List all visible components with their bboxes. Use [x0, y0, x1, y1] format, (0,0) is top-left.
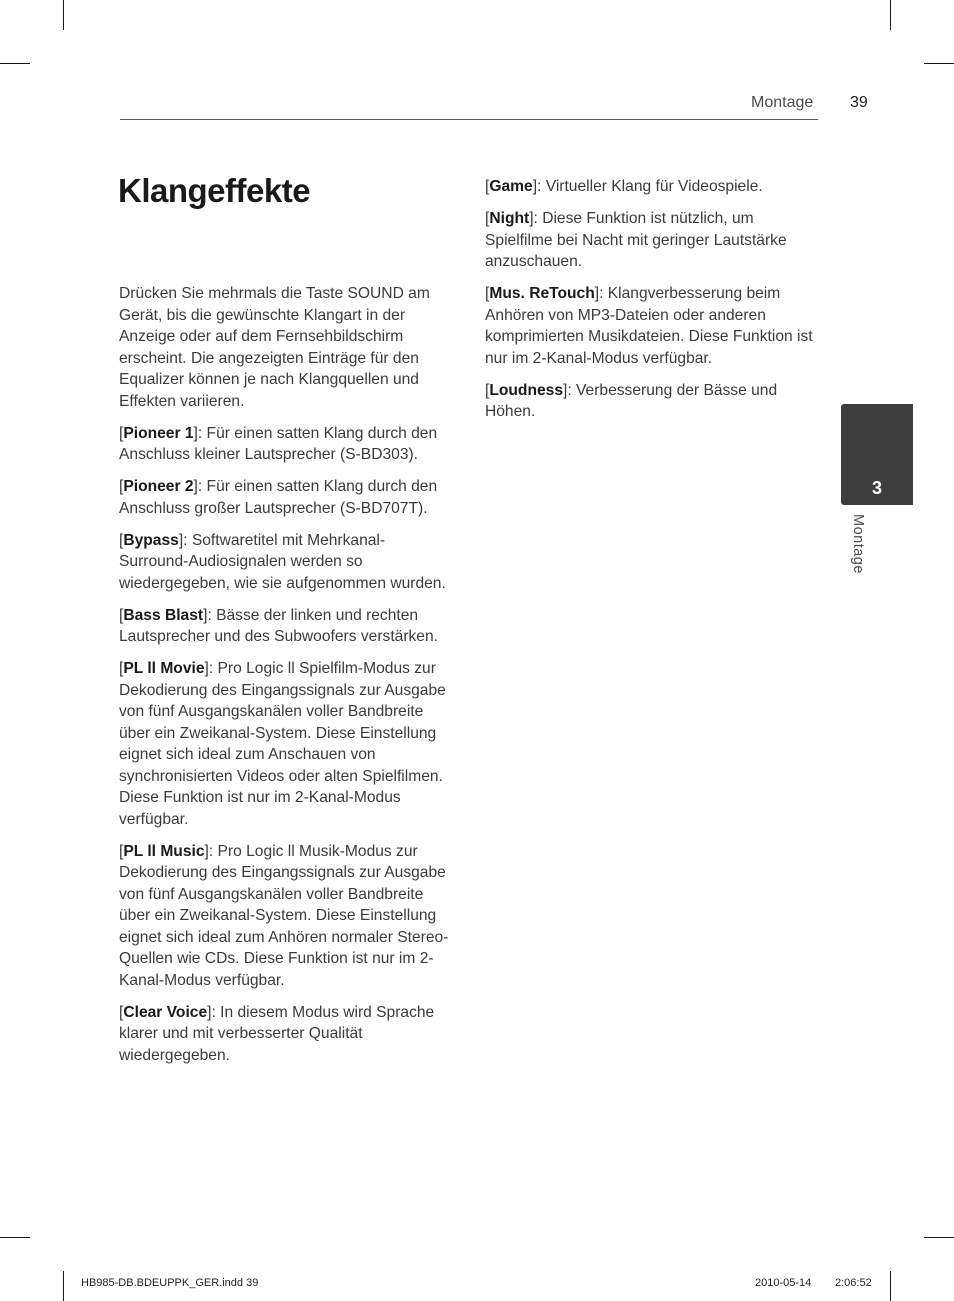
- sound-mode-name: PL ll Movie: [123, 660, 205, 677]
- crop-mark-top-left: [63, 0, 64, 30]
- sound-mode-description: : Pro Logic ll Musik-Modus zur Dekodierung des Eingangssignals zur Ausgabe von fünf Ausgangskanälen voller Bandbreite über ein Zweikanal-System. Diese Einstellung eignet sich ideal zum Anhören normaler Stereo-Quellen wie CDs. Diese Funktion ist nur im 2-Kanal-Modus verfügbar.: [119, 842, 449, 989]
- crop-mark-top-left: [0, 63, 30, 64]
- right-item-list: [485, 176, 820, 423]
- sound-mode-description: : Softwaretitel mit Mehrkanal-Surround-Audiosignalen werden so wiedergegeben, wie sie aufgenommen wurden.: [119, 531, 446, 592]
- sound-mode-item: [Mus. ReTouch]: Klangverbesserung beim Anhören von MP3-Dateien oder anderen komprimierten Musikdateien. Diese Funktion ist nur im 2-Kanal-Modus verfügbar.: [485, 285, 813, 367]
- sound-mode-name: Loudness: [489, 381, 563, 399]
- left-item-list: [119, 423, 454, 1067]
- sound-mode-name: Bass Blast: [123, 606, 204, 624]
- sound-mode-description: : Virtueller Klang für Videospiele.: [537, 178, 763, 195]
- sound-mode-description: : Pro Logic ll Spielfilm-Modus zur Dekodierung des Eingangssignals zur Ausgabe von fünf Ausgangskanälen voller Bandbreite über ein Zweikanal-System. Diese Einstellung eignet sich ideal zum Anschauen von synchronisierten Videos oder alten Spielfilmen. Diese Funktion ist nur im 2-Kanal-Modus verfügbar.: [119, 660, 446, 828]
- running-header-section: Montage: [751, 94, 814, 111]
- intro-paragraph: Drücken Sie mehrmals die Taste SOUND am Gerät, bis die gewünschte Klangart in der Anzeige oder auf dem Fernsehbildschirm erscheint. Die angezeigten Einträge für den Equalizer können je nach Klangquellen und Effekten variieren.: [119, 285, 430, 410]
- sound-mode-name: Clear Voice: [123, 1003, 208, 1021]
- crop-mark-bottom-left: [63, 1271, 64, 1301]
- chapter-number: 3: [871, 478, 882, 498]
- sound-mode-name: Bypass: [123, 531, 179, 549]
- sound-mode-name: Mus. ReTouch: [489, 285, 595, 302]
- sound-mode-description: : Verbesserung der Bässe und Höhen.: [485, 381, 778, 420]
- sound-mode-item: [Pioneer 2]: Für einen satten Klang durch den Anschluss großer Lautsprecher (S-BD707T).: [119, 478, 438, 517]
- sound-mode-name: Pioneer 2: [123, 478, 194, 495]
- sound-mode-item: [Night]: Diese Funktion ist nützlich, um Spielfilme bei Nacht mit geringer Lautstärke anzuschauen.: [485, 210, 787, 270]
- footer-time: 2:06:52: [835, 1277, 872, 1289]
- header-rule: [120, 119, 818, 120]
- sound-mode-description: : In diesem Modus wird Sprache klarer und mit verbesserter Qualität wiedergegeben.: [119, 1003, 435, 1064]
- crop-mark-bottom-left: [0, 1237, 30, 1238]
- footer-file-name: HB985-DB.BDEUPPK_GER.indd 39: [81, 1277, 259, 1289]
- sound-mode-description: : Für einen satten Klang durch den Anschluss großer Lautsprecher (S-BD707T).: [119, 478, 438, 517]
- sound-mode-item: [Loudness]: Verbesserung der Bässe und Höhen.: [485, 381, 778, 420]
- sound-mode-item: [Game]: Virtueller Klang für Videospiele.: [485, 178, 763, 195]
- sound-mode-name: Night: [489, 210, 530, 227]
- left-column: [119, 283, 454, 1077]
- sound-mode-name: Pioneer 1: [123, 424, 194, 442]
- crop-mark-top-right: [924, 63, 954, 64]
- sound-mode-description: : Bässe der linken und rechten Lautsprecher und des Subwoofers verstärken.: [119, 606, 438, 645]
- footer-date: 2010-05-14: [755, 1277, 812, 1289]
- sound-mode-item: [Bass Blast]: Bässe der linken und rechten Lautsprecher und des Subwoofers verstärken.: [119, 606, 438, 645]
- sound-mode-description: : Klangverbesserung beim Anhören von MP3-Dateien oder anderen komprimierten Musikdateien. Diese Funktion ist nur im 2-Kanal-Modus verfügbar.: [485, 285, 813, 367]
- sound-mode-item: [PL ll Movie]: Pro Logic ll Spielfilm-Modus zur Dekodierung des Eingangssignals zur Ausgabe von fünf Ausgangskanälen voller Bandbreite über ein Zweikanal-System. Diese Einstellung eignet sich ideal zum Anschauen von synchronisierten Videos oder alten Spielfilmen. Diese Funktion ist nur im 2-Kanal-Modus verfügbar.: [119, 660, 446, 828]
- sound-mode-description: : Diese Funktion ist nützlich, um Spielfilme bei Nacht mit geringer Lautstärke anzuschauen.: [485, 210, 787, 270]
- right-column: [485, 176, 820, 433]
- sound-mode-item: [Bypass]: Softwaretitel mit Mehrkanal-Surround-Audiosignalen werden so wiedergegeben, wie sie aufgenommen wurden.: [119, 531, 446, 592]
- sound-mode-name: PL ll Music: [123, 842, 205, 860]
- crop-mark-top-right: [890, 0, 891, 30]
- page-number: 39: [850, 94, 868, 111]
- sound-mode-item: [Pioneer 1]: Für einen satten Klang durch den Anschluss kleiner Lautsprecher (S-BD303).: [119, 424, 438, 463]
- sound-mode-item: [PL ll Music]: Pro Logic ll Musik-Modus zur Dekodierung des Eingangssignals zur Ausgabe von fünf Ausgangskanälen voller Bandbreite über ein Zweikanal-System. Diese Einstellung eignet sich ideal zum Anhören normaler Stereo-Quellen wie CDs. Diese Funktion ist nur im 2-Kanal-Modus verfügbar.: [119, 842, 449, 989]
- chapter-label: Montage: [850, 514, 866, 574]
- sound-mode-description: : Für einen satten Klang durch den Anschluss kleiner Lautsprecher (S-BD303).: [119, 424, 438, 463]
- crop-mark-bottom-right: [890, 1271, 891, 1301]
- crop-mark-bottom-right: [924, 1237, 954, 1238]
- sound-mode-name: Game: [489, 178, 533, 195]
- sound-mode-item: [Clear Voice]: In diesem Modus wird Sprache klarer und mit verbesserter Qualität wiedergegeben.: [119, 1003, 435, 1064]
- page-title: Klangeffekte: [118, 172, 311, 209]
- chapter-tab: [841, 404, 913, 505]
